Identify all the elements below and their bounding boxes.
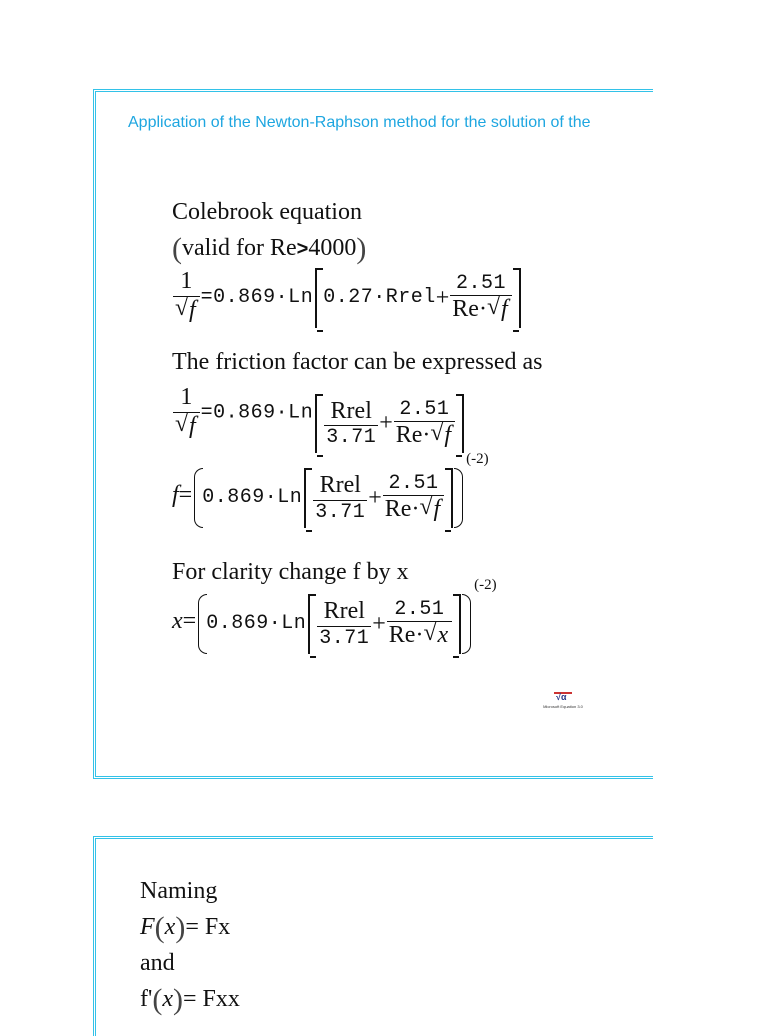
slide-1 — [93, 89, 653, 779]
equation-f-explicit: f= 0.869·Ln $\frac{\text{Rrel}}{3.71}$ + $\frac{2.51}{Re\cdot√ f}$ $^{(-2)}$ — [172, 468, 489, 528]
equation-editor-icon: √α — [554, 692, 572, 704]
text-clarity: For clarity change f by x — [172, 559, 409, 585]
validity-line: (valid for Re>4000) — [172, 232, 367, 265]
equation-f-prime-of-x: f'(x)= Fxx — [140, 983, 240, 1016]
slide-2 — [93, 836, 653, 1036]
equation-x-explicit: x= 0.869·Ln $\frac{\text{Rrel}}{3.71}$ + $\frac{2.51}{Re\cdot√ x}$ $^{(-2)}$ — [172, 594, 497, 654]
text-friction-factor: The friction factor can be expressed as — [172, 349, 543, 375]
heading-colebrook: Colebrook equation — [172, 199, 362, 225]
equation-colebrook: 1 √ f =0.869·Ln 0.27·Rrel + $\frac{2.51}{Re\cdot√ f}$ — [172, 268, 523, 328]
equation-F-of-x: F(x)= Fx — [140, 911, 231, 944]
text-and: and — [140, 950, 175, 976]
text-naming: Naming — [140, 878, 218, 904]
equation-friction: 1 √ f =0.869·Ln $\frac{\text{Rrel}}{3.71}$ + $\frac{2.51}{Re\cdot√ f}$ — [172, 384, 466, 453]
equation-object-icon[interactable]: √α Microsoft Equation 3.0 — [543, 692, 583, 709]
slide-title: Application of the Newton-Raphson method for the solution of the — [128, 114, 591, 131]
